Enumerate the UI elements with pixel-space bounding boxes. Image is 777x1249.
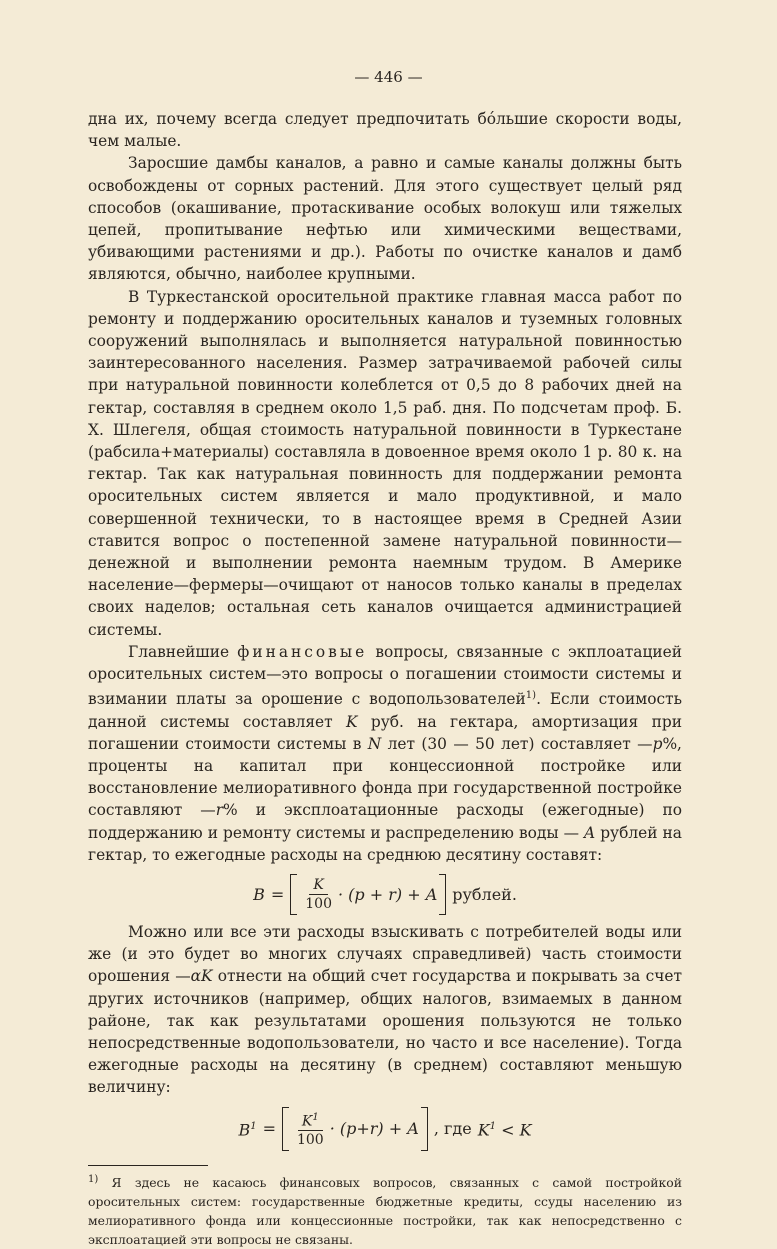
formula2-lhs-var: B: [238, 1120, 251, 1140]
formula2-numerator: [298, 1109, 323, 1132]
footnote-rule: [88, 1165, 208, 1166]
finance-spaced-word: финансовые: [237, 642, 368, 661]
var-K: K: [346, 712, 358, 731]
footnote-mark: 1): [525, 690, 537, 702]
var-aK: αK: [190, 967, 213, 986]
var-p: p: [652, 734, 663, 753]
paragraph-alternative: [88, 921, 682, 1099]
finance-text: вопросы, связанные с экплоатацией оросительных систем—это вопросы о погашении стоимости системы и взимании платы за орошение с водопользователей: [88, 642, 682, 709]
formula1-suffix: рублей.: [452, 884, 517, 904]
formula2-eq: =: [262, 1118, 276, 1138]
formula2-rest: · (p+r) + A: [329, 1118, 419, 1138]
formula2-fraction: [295, 1109, 326, 1150]
formula2-cmp-right: K: [519, 1120, 532, 1140]
formula2-suffix: , где: [433, 1118, 472, 1138]
formula2-cmp-left: K: [477, 1120, 490, 1140]
formula-2: [88, 1107, 682, 1152]
formula2-num-var: K: [301, 1113, 313, 1130]
formula2-denominator: 100: [296, 1132, 324, 1149]
footnote-text: Я здесь не касаюсь финансовых вопросов, связанных с самой постройкой оросительных систем: государственные бюджетные кредиты, ссуды населению из мелиоративного фонда или концессионные постройки, так как непосредственно с эксплоатацией эти вопросы не связаны.: [88, 1175, 682, 1248]
var-r: r: [215, 801, 224, 820]
footnote: [88, 1170, 682, 1249]
page-body: [88, 108, 682, 1249]
alt-text: Можно или все эти расходы взыскивать с потребителей воды или же (и это будет во многих случаях справедливей) часть стоимости орошения —: [88, 923, 682, 986]
formula2-lhs: [238, 1116, 256, 1141]
finance-text5: %, проценты на капитал при концессионной постройке или восстановление мелиоративного фонда при государственной постройке составляют —: [88, 734, 682, 820]
formula1-denominator: 100: [305, 896, 332, 913]
var-N: N: [367, 734, 382, 753]
formula2-lhs-sup: 1: [250, 1121, 257, 1133]
alt-text2: отнести на общий счет государства и покрывать за счет других источников (например, общих налогов, взимаемых в данном районе, так как результатами орошения пользуются не только непосредственные водопользователи, но часто и все население). Тогда ежегодные расходы на десятину (в среднем) составляют меньшую величину:: [88, 967, 682, 1097]
finance-text3: руб. на гектара, амортизация при погашении стоимости системы в: [88, 712, 682, 753]
formula2-cmp-sup: 1: [489, 1121, 497, 1133]
paragraph-turkestan: В Туркестанской оросительной практике главная масса работ по ремонту и поддержанию оросительных каналов и туземных головных сооружений выполнялась и выполняется натуральной повинностью заинтересованного населения. Размер затрачиваемой рабочей силы при натуральной повинности колеблется от 0,5 до 8 рабочих дней на гектар, составляя в среднем около 1,5 раб. дня. По подсчетам проф. Б. Х. Шлегеля, общая стоимость натуральной повинности в Туркестане (рабсила+материалы) составляла в довоенное время около 1 р. 80 к. на гектар. Так как натуральная повинность для поддержании ремонта оросительных систем является и мало продуктивной, и мало совершенной технически, то в настоящее время в Средней Азии ставится вопрос о постепенной замене натуральной повинности—денежной и выполнении ремонта наемным трудом. В Америке население—фермеры—очищают от наносов только каналы в пределах своих наделов; остальная сеть каналов очищается администрацией системы.: [88, 287, 682, 639]
finance-text6: % и эксплоатационные расходы (ежегодные) по поддержанию и ремонту системы и распределению воды —: [88, 801, 683, 842]
formula2-num-sup: 1: [312, 1111, 319, 1123]
formula2-comparison: [478, 1116, 532, 1141]
finance-lead: Главнейшие: [128, 642, 230, 661]
paragraph-weeds: Заросшие дамбы каналов, а равно и самые каналы должны быть освобождены от сорных растений. Для этого существует целый ряд способов (окашивание, протаскивание особых волокуш или тяжелых цепей, пропитывание нефтью или химическими веществами, убивающими растениями и др.). Работы по очистке каналов и дамб являются, обычно, наиболее крупными.: [88, 154, 682, 284]
formula2-bracket: [282, 1107, 428, 1152]
formula1-numerator: K: [309, 876, 327, 895]
finance-text2: . Если стоимость данной системы составляет: [88, 690, 682, 731]
formula1-bracket: [290, 874, 446, 915]
finance-text7: рублей на гектар, то ежегодные расходы на среднюю десятину составят:: [88, 823, 682, 864]
formula1-rest: · (p + r) + A: [337, 884, 438, 904]
formula-1: [88, 874, 682, 915]
var-A: A: [584, 823, 596, 842]
formula1-fraction: [303, 876, 334, 913]
paragraph-continuation: дна их, почему всегда следует предпочитать бо́льшие скорости воды, чем малые.: [88, 110, 682, 151]
footnote-number: 1): [88, 1174, 99, 1186]
finance-text4: лет (30 — 50 лет) составляет —: [387, 734, 653, 753]
formula1-lhs: B: [253, 884, 265, 904]
formula2-cmp-op: <: [501, 1120, 515, 1140]
paragraph-finance: [88, 641, 682, 866]
page-number: — 446 —: [354, 68, 423, 86]
formula1-eq: =: [270, 884, 285, 904]
